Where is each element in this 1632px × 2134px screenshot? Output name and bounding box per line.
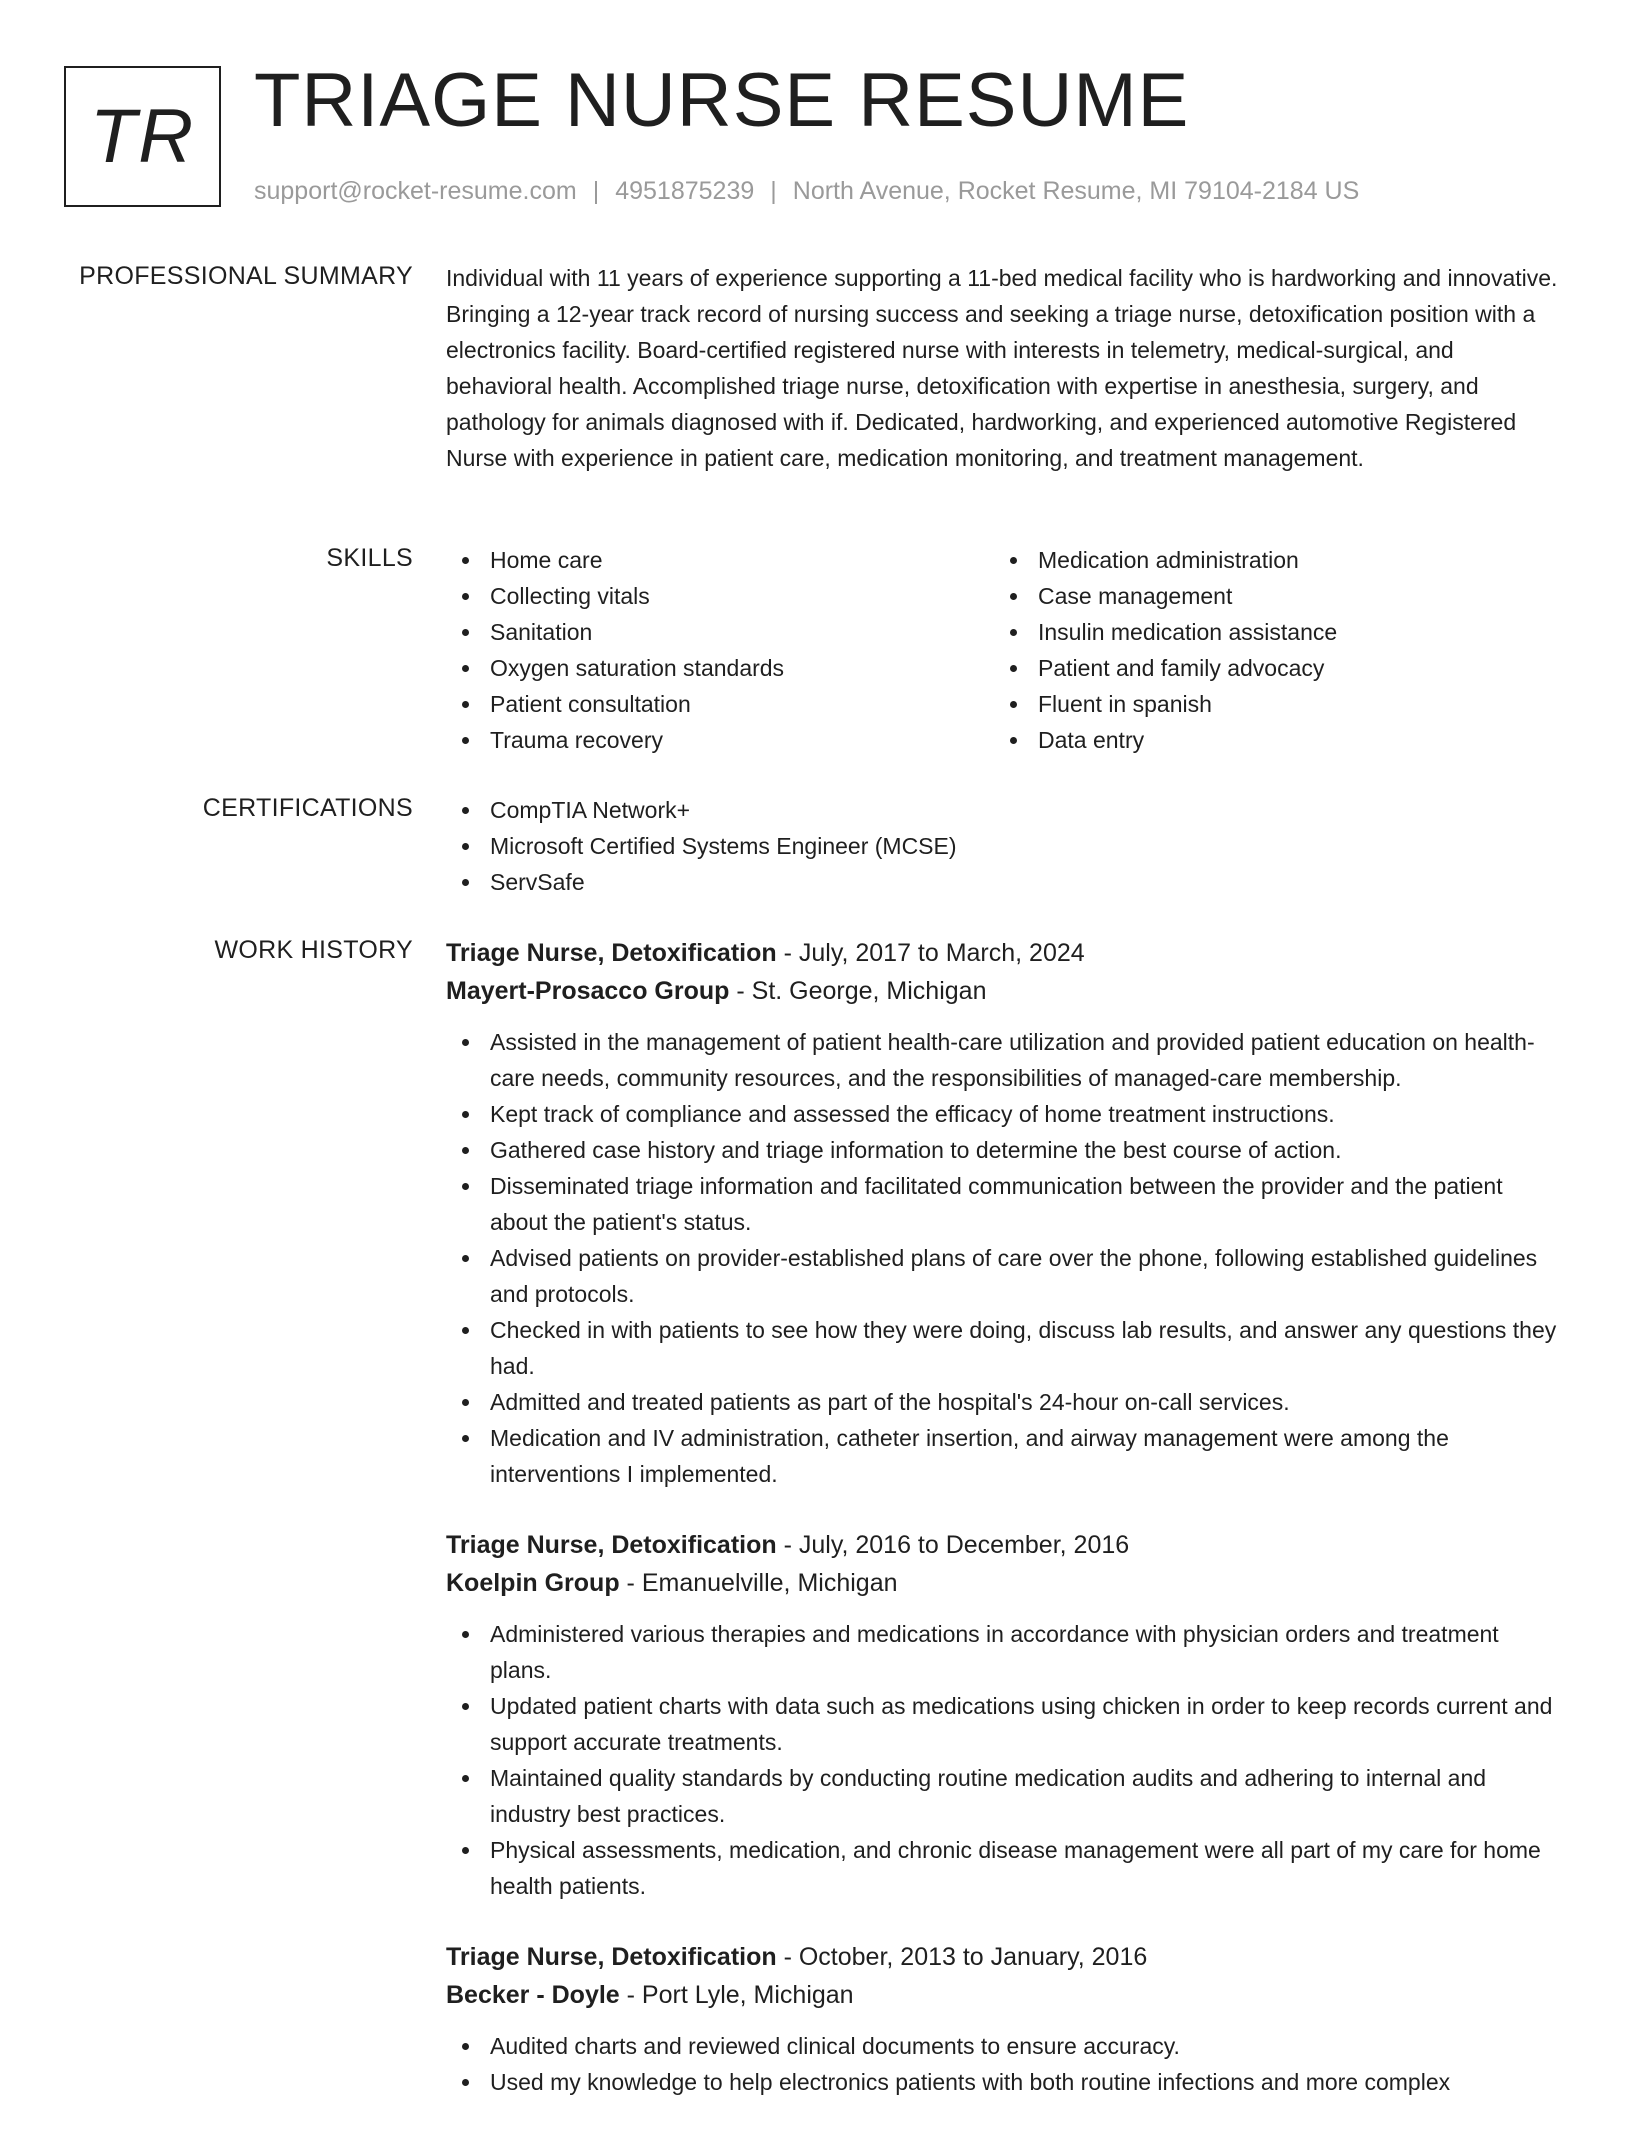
job-bullet: Updated patient charts with data such as medications using chicken in order to keep records current and support accurate treatments.	[446, 1688, 1566, 1760]
job-bullet: Medication and IV administration, catheter insertion, and airway management were among the interventions I implemented.	[446, 1420, 1566, 1492]
summary-text: Individual with 11 years of experience supporting a 11-bed medical facility who is hardworking and innovative. Bringing a 12-year track record of nursing success and seeking a triage nurse, detoxification position with a electronics facility. Board-certified registered nurse with interests in telemetry, medical-surgical, and behavioral health. Accomplished triage nurse, detoxification with expertise in anesthesia, surgery, and pathology for animals diagnosed with if. Dedicated, hardworking, and experienced automotive Registered Nurse with experience in patient care, medication monitoring, and treatment management.	[446, 265, 1558, 471]
skills-list-left	[446, 542, 994, 758]
skill-item: Home care	[446, 542, 994, 578]
certification-item: CompTIA Network+	[446, 792, 1566, 828]
skills-body	[446, 542, 1566, 758]
contact-separator: |	[592, 177, 600, 205]
skills-list-right	[994, 542, 1542, 758]
job-bullets	[446, 2028, 1566, 2100]
job-bullet: Advised patients on provider-established plans of care over the phone, following established guidelines and protocols.	[446, 1240, 1566, 1312]
job-bullet: Gathered case history and triage information to determine the best course of action.	[446, 1132, 1566, 1168]
contact-separator: |	[770, 177, 777, 205]
skill-item: Patient consultation	[446, 686, 994, 722]
job-bullets	[446, 1616, 1566, 1904]
job-bullet: Kept track of compliance and assessed the efficacy of home treatment instructions.	[446, 1096, 1566, 1132]
skill-item: Medication administration	[994, 542, 1542, 578]
job-bullet: Assisted in the management of patient health-care utilization and provided patient education on health-care needs, community resources, and the responsibilities of managed-care membership.	[446, 1024, 1566, 1096]
certifications-list	[446, 792, 1566, 900]
contact-phone[interactable]: 4951875239	[615, 177, 755, 205]
job-title-line	[446, 934, 1566, 972]
job-bullet: Administered various therapies and medications in accordance with physician orders and treatment plans.	[446, 1616, 1566, 1688]
job-company-line	[446, 972, 1566, 1010]
skill-item: Trauma recovery	[446, 722, 994, 758]
job-company-line	[446, 1976, 1566, 2014]
certification-item: Microsoft Certified Systems Engineer (MCSE)	[446, 828, 1566, 864]
skill-item: Case management	[994, 578, 1542, 614]
job-entry	[446, 1526, 1566, 1904]
job-company: Koelpin Group	[446, 1569, 620, 1597]
skill-item: Data entry	[994, 722, 1542, 758]
job-entry	[446, 934, 1566, 1492]
job-entry	[446, 1938, 1566, 2100]
job-bullet: Checked in with patients to see how they were doing, discuss lab results, and answer any questions they had.	[446, 1312, 1566, 1384]
job-title-line	[446, 1526, 1566, 1564]
resume-title: TRIAGE NURSE RESUME	[254, 58, 1190, 143]
job-bullet: Maintained quality standards by conducting routine medication audits and adhering to internal and industry best practices.	[446, 1760, 1566, 1832]
contact-address: North Avenue, Rocket Resume, MI 79104-2184 US	[792, 177, 1360, 205]
certifications-heading: CERTIFICATIONS	[202, 794, 413, 822]
job-bullet: Admitted and treated patients as part of the hospital's 24-hour on-call services.	[446, 1384, 1566, 1420]
job-dates: - July, 2017 to March, 2024	[776, 939, 1085, 967]
contact-email[interactable]: support@rocket-resume.com	[254, 177, 577, 205]
job-location: - Port Lyle, Michigan	[619, 1981, 854, 2009]
job-bullet: Disseminated triage information and facilitated communication between the provider and the patient about the patient's status.	[446, 1168, 1566, 1240]
job-company: Becker - Doyle	[446, 1981, 620, 2009]
work-history-heading: WORK HISTORY	[214, 936, 413, 964]
job-bullet: Physical assessments, medication, and chronic disease management were all part of my care for home health patients.	[446, 1832, 1566, 1904]
skill-item: Sanitation	[446, 614, 994, 650]
job-title-line	[446, 1938, 1566, 1976]
monogram-text: TR	[89, 94, 196, 179]
job-dates: - October, 2013 to January, 2016	[776, 1943, 1148, 1971]
monogram-box	[64, 66, 221, 207]
job-company: Mayert-Prosacco Group	[446, 977, 730, 1005]
skills-heading: SKILLS	[326, 544, 413, 572]
job-bullets	[446, 1024, 1566, 1492]
job-title: Triage Nurse, Detoxification	[446, 939, 777, 967]
skill-item: Collecting vitals	[446, 578, 994, 614]
job-title: Triage Nurse, Detoxification	[446, 1943, 777, 1971]
job-title: Triage Nurse, Detoxification	[446, 1531, 777, 1559]
certifications-body	[446, 792, 1566, 900]
skill-item: Insulin medication assistance	[994, 614, 1542, 650]
job-bullet: Audited charts and reviewed clinical documents to ensure accuracy.	[446, 2028, 1566, 2064]
job-company-line	[446, 1564, 1566, 1602]
skill-item: Fluent in spanish	[994, 686, 1542, 722]
contact-line	[254, 176, 1359, 206]
job-dates: - July, 2016 to December, 2016	[776, 1531, 1130, 1559]
summary-heading: PROFESSIONAL SUMMARY	[79, 262, 413, 290]
job-location: - Emanuelville, Michigan	[619, 1569, 898, 1597]
work-history-body	[446, 934, 1566, 2134]
skill-item: Oxygen saturation standards	[446, 650, 994, 686]
job-location: - St. George, Michigan	[729, 977, 987, 1005]
job-bullet: Used my knowledge to help electronics patients with both routine infections and more complex	[446, 2064, 1566, 2100]
certification-item: ServSafe	[446, 864, 1566, 900]
skill-item: Patient and family advocacy	[994, 650, 1542, 686]
